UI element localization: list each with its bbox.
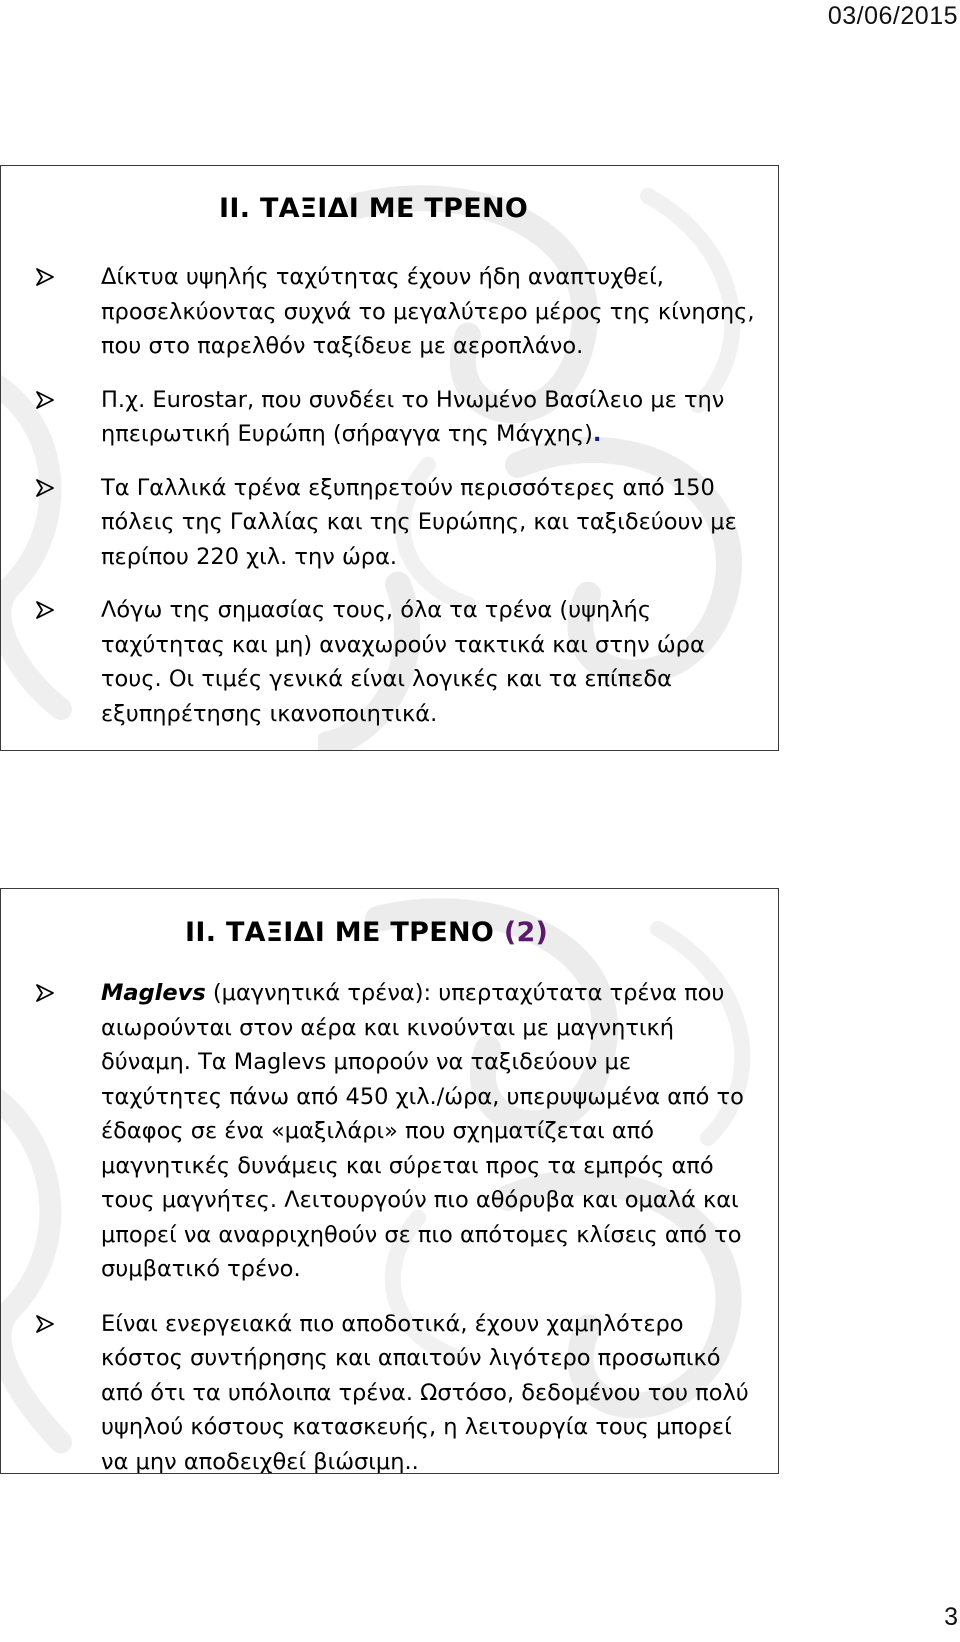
list-item	[1, 260, 778, 364]
bullet-text: Π.χ. Eurostar, που συνδέει το Ηνωμένο Βασίλειο με την ηπειρωτική Ευρώπη (σήραγγα της Μάγχης)	[101, 386, 725, 447]
list-item	[1, 593, 778, 731]
slide-2-bullet-list	[1, 976, 778, 1474]
arrowhead-bullet-icon	[35, 478, 55, 498]
list-item	[1, 1307, 778, 1475]
slide-1-bullet-list	[1, 260, 778, 731]
page-date: 03/06/2015	[827, 2, 958, 30]
list-item	[1, 471, 778, 575]
bullet-text: (μαγνητικά τρένα): υπερταχύτατα τρένα που αιωρούνται στον αέρα και κινούνται με μαγνητική δύναμη. Τα Maglevs μπορούν να ταξιδεύουν με ταχύτητες πάνω από 450 χιλ./ώρα, υπερυψωμένα από το έδαφος σε ένα «μαξιλάρι» που σχηματίζεται από μαγνητικές δυνάμεις και σύρεται προς τα εμπρός από τους μαγνήτες. Λειτουργούν πιο αθόρυβα και ομαλά και μπορεί να αναρριχηθούν σε πιο απότομες κλίσεις από το συμβατικό τρένο.	[101, 980, 744, 1282]
slide-1	[0, 165, 779, 751]
arrowhead-bullet-icon	[35, 1314, 55, 1334]
list-item	[1, 383, 778, 452]
slide-2-title	[1, 889, 778, 948]
list-item	[1, 976, 778, 1287]
page-number: 3	[944, 1603, 958, 1631]
arrowhead-bullet-icon	[35, 267, 55, 287]
arrowhead-bullet-icon	[35, 983, 55, 1003]
arrowhead-bullet-icon	[35, 600, 55, 620]
bullet-keyword: Maglevs	[101, 980, 206, 1006]
bullet-text: Δίκτυα υψηλής ταχύτητας έχουν ήδη αναπτυχθεί, προσελκύοντας συχνά το μεγαλύτερο μέρος της κίνησης, που στο παρελθόν ταξίδευε με αεροπλάνο.	[101, 264, 755, 359]
slide-2	[0, 888, 779, 1474]
bullet-trailing-dot: .	[592, 421, 602, 447]
arrowhead-bullet-icon	[35, 390, 55, 410]
slide-1-title: II. ΤΑΞΙΔΙ ΜΕ ΤΡΕΝΟ	[219, 193, 529, 224]
bullet-text: Είναι ενεργειακά πιο αποδοτικά, έχουν χαμηλότερο κόστος συντήρησης και απαιτούν λιγότερο προσωπικό από ότι τα υπόλοιπα τρένα. Ωστόσο, δεδομένου του πολύ υψηλού κόστους κατασκευής, η λειτουργία τους μπορεί να μην αποδειχθεί βιώσιμη..	[101, 1310, 749, 1474]
bullet-text: Λόγω της σημασίας τους, όλα τα τρένα (υψηλής ταχύτητας και μη) αναχωρούν τακτικά και στην ώρα τους. Οι τιμές γενικά είναι λογικές και τα επίπεδα εξυπηρέτησης ικανοποιητικά.	[101, 597, 705, 727]
slide-2-title-suffix: (2)	[503, 917, 549, 948]
bullet-text: Τα Γαλλικά τρένα εξυπηρετούν περισσότερες από 150 πόλεις της Γαλλίας και της Ευρώπης, και ταξιδεύουν με περίπου 220 χιλ. την ώρα.	[101, 474, 737, 570]
slide-2-title-text: II. ΤΑΞΙΔΙ ΜΕ ΤΡΕΝΟ	[185, 917, 495, 948]
